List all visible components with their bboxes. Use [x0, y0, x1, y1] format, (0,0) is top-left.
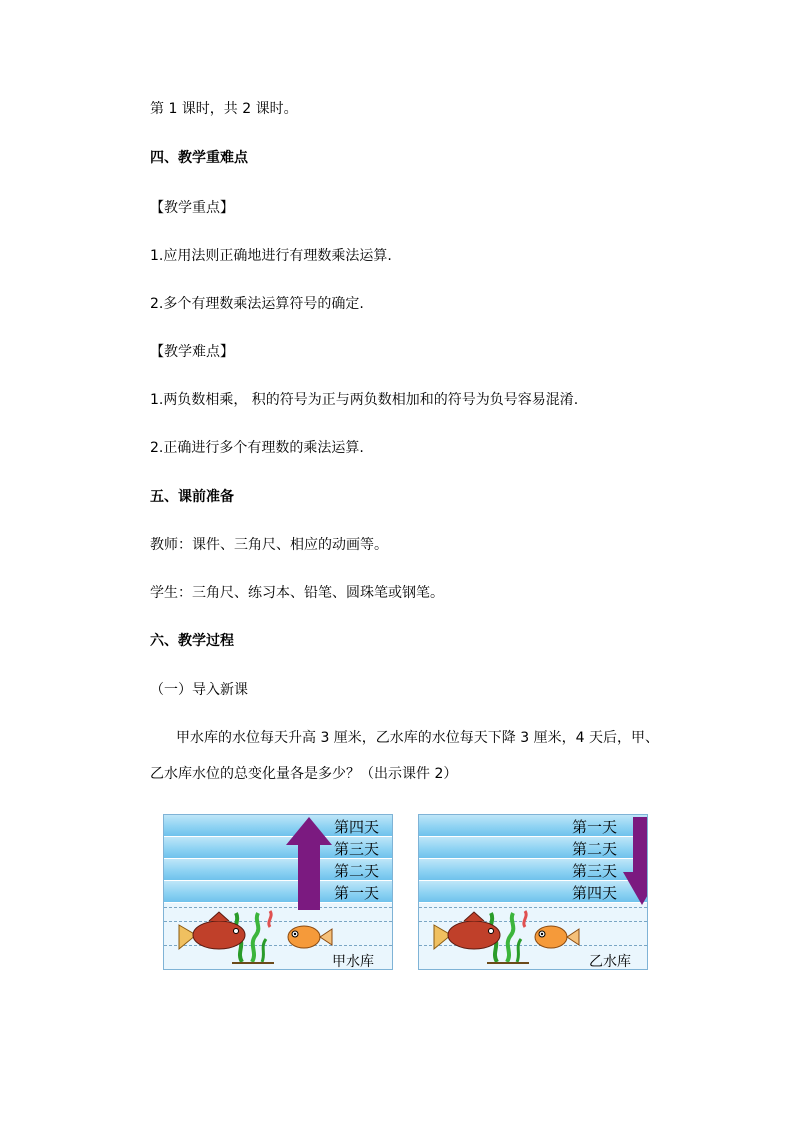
reservoir-a-day-label: 第四天	[334, 818, 380, 836]
section-4-heading: 四、教学重难点	[150, 150, 248, 166]
difficult-point-2: 2.正确进行多个有理数的乘法运算.	[150, 440, 364, 456]
reservoir-b-day-label: 第二天	[572, 840, 618, 858]
reservoir-a-figure	[163, 814, 393, 970]
reservoir-b-day-label: 第一天	[572, 818, 618, 836]
section-6-heading: 六、教学过程	[150, 633, 234, 649]
falling-arrow-icon	[622, 817, 648, 907]
reservoir-a-day-label: 第一天	[334, 884, 380, 902]
student-prep: 学生：三角尺、练习本、铅笔、圆珠笔或钢笔。	[150, 585, 444, 601]
section-5-heading: 五、课前准备	[150, 489, 234, 505]
difficult-point-1: 1.两负数相乘， 积的符号为正与两负数相加和的符号为负号容易混淆.	[150, 392, 579, 408]
rising-arrow-icon	[284, 815, 334, 910]
fish-and-seaweed-icon	[429, 907, 589, 967]
reservoir-a-label: 甲水库	[332, 954, 374, 970]
reservoir-b-day-label: 第三天	[572, 862, 618, 880]
reservoir-b-figure	[418, 814, 648, 970]
intro-paragraph-line-1: 甲水库的水位每天升高 3 厘米，乙水库的水位每天下降 3 厘米，4 天后，甲、	[176, 730, 659, 746]
reservoir-b-day-label: 第四天	[572, 884, 618, 902]
intro-paragraph-line-2: 乙水库水位的总变化量各是多少？（出示课件 2）	[150, 766, 458, 782]
difficult-points-heading: 【教学难点】	[150, 344, 234, 360]
period-line: 第 1 课时，共 2 课时。	[150, 101, 298, 117]
reservoir-a-day-label: 第三天	[334, 840, 380, 858]
reservoir-b-label: 乙水库	[589, 954, 631, 970]
key-point-2: 2.多个有理数乘法运算符号的确定.	[150, 296, 364, 312]
key-points-heading: 【教学重点】	[150, 200, 234, 216]
subsection-1-heading: （一）导入新课	[150, 682, 248, 698]
teacher-prep: 教师：课件、三角尺、相应的动画等。	[150, 537, 388, 553]
reservoir-a-day-label: 第二天	[334, 862, 380, 880]
key-point-1: 1.应用法则正确地进行有理数乘法运算.	[150, 248, 392, 264]
fish-and-seaweed-icon	[174, 907, 334, 967]
